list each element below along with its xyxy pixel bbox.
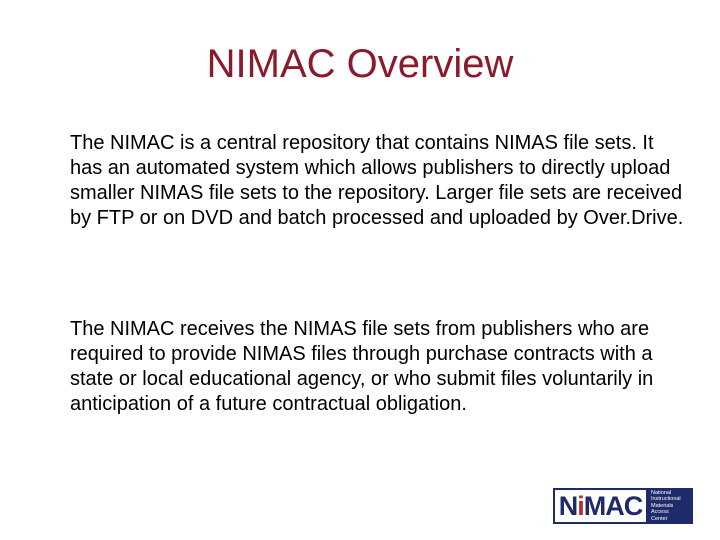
logo-tagline-line: Materials xyxy=(651,502,674,509)
logo-tagline-line: Instructional xyxy=(651,496,681,503)
nimac-logo xyxy=(553,488,693,524)
nimac-logo-tagline xyxy=(648,488,693,524)
logo-tagline-line: Center xyxy=(651,515,668,522)
logo-letter-i: i xyxy=(577,490,584,521)
slide-title: NIMAC Overview xyxy=(206,42,514,86)
logo-letter-n: N xyxy=(558,490,578,521)
logo-tagline-line: Access xyxy=(651,509,669,516)
overview-paragraph-1: The NIMAC is a central repository that contains NIMAS file sets. It has an automated system which allows publishers to directly upload smaller NIMAS file sets to the repository. Larger file sets are received by FTP or on DVD and batch processed and uploaded by Over.Drive. xyxy=(70,132,684,229)
logo-tagline-line: National xyxy=(651,490,672,496)
logo-letters-mac: MAC xyxy=(583,490,643,521)
overview-paragraph-2: The NIMAC receives the NIMAS file sets from publishers who are required to provide NIMAS files through purchase contracts with a state or local educational agency, or who submit files voluntarily in anticipation of a future contractual obligation. xyxy=(70,318,654,415)
nimac-logo-wordmark xyxy=(553,488,648,524)
